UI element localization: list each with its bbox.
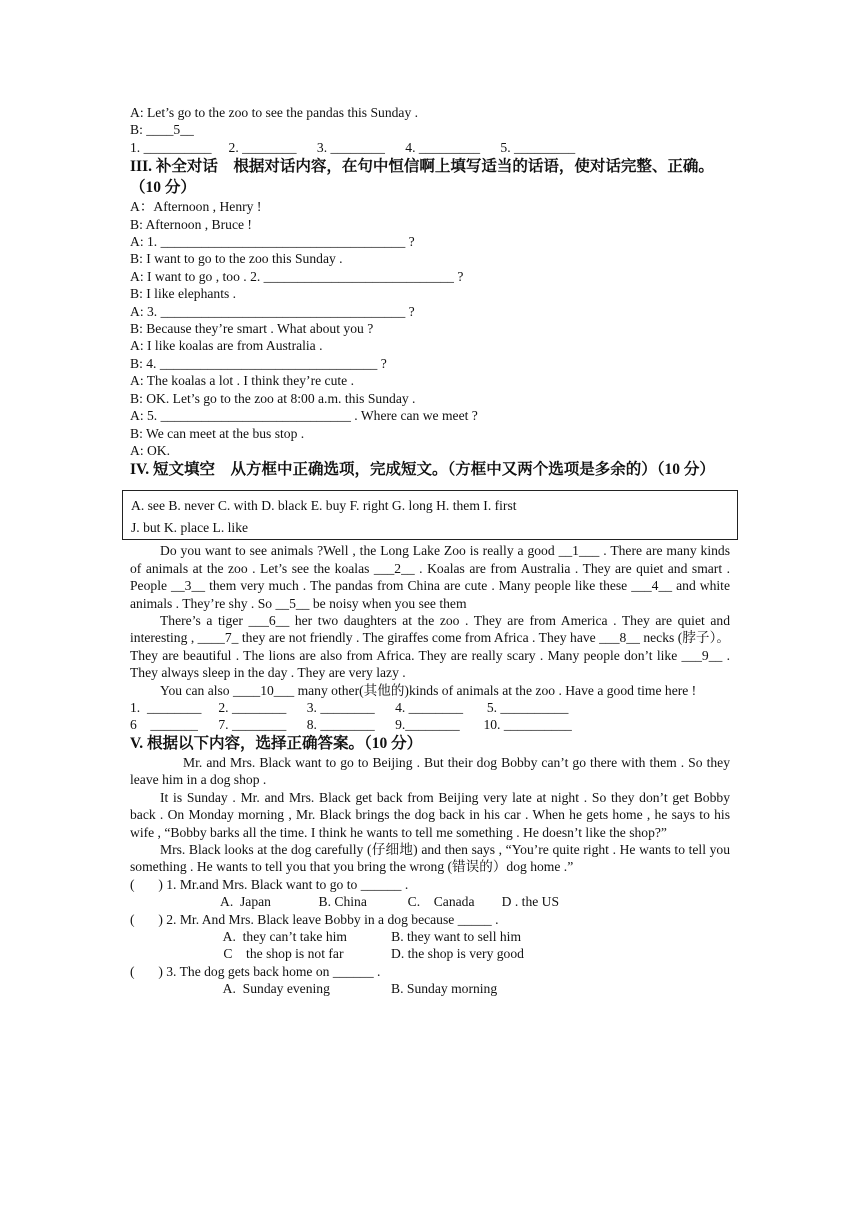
answer-blanks-row: 6 _______ 7. ________ 8. ________ 9.________ 10. __________	[130, 716, 572, 732]
question-options: A. Sunday evening B. Sunday morning	[220, 981, 498, 997]
section-5-heading: V. 根据以下内容，选择正确答案。（10 分）	[130, 734, 423, 752]
dialog-line: A: 3. ____________________________________ ?	[130, 303, 415, 319]
section-4-heading: IV. 短文填空 从方框中正确选项，完成短文。（方框中又两个选项是多余的）（10 分）	[130, 461, 715, 479]
dialog-line: A: The koalas a lot . I think they’re cute .	[130, 373, 354, 389]
passage-paragraph: Do you want to see animals ?Well , the Long Lake Zoo is really a good __1___ . There are many kinds of animals at the zoo . Let’s see the koalas ___2__ . Koalas are from Australia . They are quiet and smart . People __3__ them very much . The pandas from China are cute . Many people like these ___4__ and white animals . They’re shy . So __5__ be noisy when you see them	[130, 543, 730, 611]
section-3-heading: III. 补全对话 根据对话内容，在句中恒信啊上填写适当的话语，使对话完整、正确。（10 分）	[130, 158, 714, 197]
dialog-line: A: OK.	[130, 442, 171, 458]
worksheet-page	[130, 104, 730, 998]
question: ( ) 2. Mr. And Mrs. Black leave Bobby in a dog because _____ .	[130, 911, 499, 927]
dialog-line: B: Afternoon , Bruce !	[130, 216, 252, 232]
answer-blanks-row: 1. __________ 2. ________ 3. ________ 4. _________ 5. _________	[130, 139, 576, 155]
dialog-line: A: I want to go , too . 2. ____________________________ ?	[130, 268, 464, 284]
dialog-line: B: ____5__	[130, 122, 194, 138]
question-options: C the shop is not far D. the shop is very good	[220, 946, 524, 962]
dialog-line: A: Let’s go to the zoo to see the pandas this Sunday .	[130, 105, 419, 120]
passage-paragraph: There’s a tiger ___6__ her two daughters at the zoo . They are from America . They are quiet and interesting , ____7_ they are not friendly . The giraffes come from Africa . They have ___8__ necks (脖子）。 They are beautiful . The lions are also from Africa. They are really scary . Many people don’t like ___9__ . They always sleep in the day . They are very lazy .	[130, 612, 730, 681]
dialog-line: B: Because they’re smart . What about you ?	[130, 321, 374, 337]
dialog-line: A：Afternoon , Henry !	[130, 199, 262, 215]
answer-blanks-row: 1. ________ 2. ________ 3. ________ 4. ________ 5. __________	[130, 699, 569, 715]
question-options: A. they can’t take him B. they want to sell him	[220, 929, 522, 945]
word-options-row: A. see B. never C. with D. black E. buy F. right G. long H. them I. first	[131, 498, 517, 514]
dialog-line: B: I want to go to the zoo this Sunday .	[130, 251, 343, 267]
dialog-line: A: I like koalas are from Australia .	[130, 338, 323, 354]
dialog-line: A: 5. ____________________________ . Where can we meet ?	[130, 408, 478, 424]
dialog-line: B: I like elephants .	[130, 286, 237, 302]
question-options: A. Japan B. China C. Canada D . the US	[220, 894, 560, 910]
dialog-line: B: 4. ________________________________ ?	[130, 355, 387, 371]
section-3-dialog	[130, 198, 730, 459]
reading-paragraph: It is Sunday . Mr. and Mrs. Black get back from Beijing very late at night . So they don’t get Bobby back . On Monday morning , Mr. Black brings the dog back in his car . When he gets home , he says to his wife , “Bobby barks all the time. I think he wants to tell me something . He doesn’t like the shop?”	[130, 789, 730, 840]
question: ( ) 3. The dog gets back home on ______ .	[130, 963, 381, 979]
question: ( ) 1. Mr.and Mrs. Black want to go to ______ .	[130, 876, 409, 892]
dialog-line: A: 1. ____________________________________ ?	[130, 234, 415, 250]
reading-paragraph: Mrs. Black looks at the dog carefully (仔细地) and then says , “You’re quite right . He wants to tell you something . He wants to tell you that you bring the wrong (错误的）dog home .”	[130, 842, 730, 875]
dialog-line: B: OK. Let’s go to the zoo at 8:00 a.m. this Sunday .	[130, 390, 416, 406]
passage-paragraph: You can also ____10___ many other(其他的)kinds of animals at the zoo . Have a good time here !	[160, 682, 697, 698]
word-options-row: J. but K. place L. like	[131, 520, 249, 536]
word-options-box	[122, 490, 738, 540]
dialog-line: B: We can meet at the bus stop .	[130, 425, 305, 441]
reading-paragraph: Mr. and Mrs. Black want to go to Beijing . But their dog Bobby can’t go there with them . So they leave him in a dog shop .	[130, 754, 730, 788]
